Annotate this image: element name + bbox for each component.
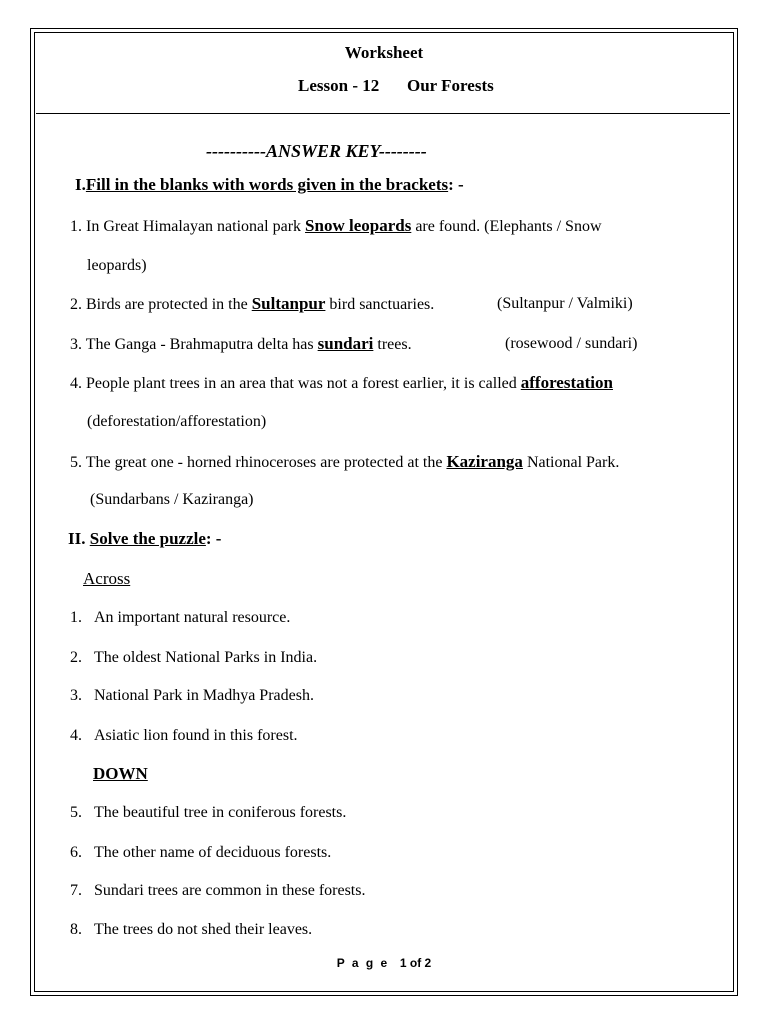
section-2-title: Solve the puzzle (89, 529, 206, 548)
section-1-title: Fill in the blanks with words given in the brackets (85, 175, 449, 194)
clue-number: 8. (70, 921, 82, 938)
question-1 (70, 216, 602, 237)
section-2-suffix: : - (205, 529, 222, 548)
header-divider (36, 113, 730, 114)
answer-key-heading: ----------ANSWER KEY-------- (206, 141, 427, 161)
answer-4: afforestation (520, 373, 613, 392)
clue-number: 3. (70, 687, 82, 704)
down-clue-8 (70, 920, 312, 940)
question-5-options: (Sundarbans / Kaziranga) (90, 491, 254, 508)
clue-text: The other name of deciduous forests. (94, 844, 332, 861)
clue-number: 7. (70, 882, 82, 899)
section-2-heading (68, 529, 221, 549)
question-2-text: 2. Birds are protected in the (70, 296, 252, 313)
page-footer (0, 953, 768, 973)
page-number: 1 of 2 (399, 956, 432, 970)
clue-number: 6. (70, 844, 82, 861)
clue-number: 2. (70, 649, 82, 666)
question-4-options: (deforestation/afforestation) (87, 413, 267, 430)
question-5-rest: National Park. (522, 454, 620, 471)
question-1-rest: are found. (Elephants / Snow (411, 218, 602, 235)
clue-text: The trees do not shed their leaves. (94, 921, 313, 938)
page-label: P a g e (336, 956, 390, 970)
lesson-topic: Our Forests (407, 76, 494, 95)
across-clue-1 (70, 608, 290, 628)
answer-1: Snow leopards (305, 216, 412, 235)
down-clue-6 (70, 843, 331, 863)
section-2-roman: II. (68, 529, 86, 548)
section-1-roman: I. (75, 175, 86, 194)
question-4 (70, 373, 613, 394)
clue-text: The oldest National Parks in India. (94, 649, 318, 666)
question-2-rest: bird sanctuaries. (325, 296, 435, 313)
worksheet-title: Worksheet (344, 43, 424, 62)
question-3-rest: trees. (373, 336, 412, 353)
clue-text: Sundari trees are common in these forests. (94, 882, 366, 899)
down-clue-5 (70, 803, 346, 823)
question-4-text: 4. People plant trees in an area that was not a forest earlier, it is called (70, 375, 521, 392)
answer-2: Sultanpur (251, 294, 326, 313)
across-clue-3 (70, 686, 314, 706)
down-clue-7 (70, 881, 365, 901)
question-1-options: leopards) (87, 257, 147, 274)
down-label: DOWN (93, 764, 148, 783)
lesson-number: Lesson - 12 (298, 76, 380, 95)
clue-number: 4. (70, 727, 82, 744)
clue-text: The beautiful tree in coniferous forests. (94, 804, 347, 821)
answer-3: sundari (317, 334, 374, 353)
question-1-text: 1. In Great Himalayan national park (70, 218, 306, 235)
clue-number: 5. (70, 804, 82, 821)
question-3-text: 3. The Ganga - Brahmaputra delta has (70, 336, 318, 353)
question-2-options: (Sultanpur / Valmiki) (497, 295, 633, 312)
clue-text: National Park in Madhya Pradesh. (94, 687, 314, 704)
clue-text: An important natural resource. (94, 609, 291, 626)
across-clue-2 (70, 648, 317, 668)
across-label: Across (83, 569, 131, 588)
question-2 (70, 294, 434, 315)
question-5-text: 5. The great one - horned rhinoceroses are protected at the (70, 454, 447, 471)
across-clue-4 (70, 726, 298, 746)
section-1-heading (75, 175, 464, 195)
clue-text: Asiatic lion found in this forest. (94, 727, 298, 744)
section-1-suffix: : - (448, 175, 464, 194)
question-3 (70, 334, 412, 355)
clue-number: 1. (70, 609, 82, 626)
question-5 (70, 452, 619, 473)
question-3-options: (rosewood / sundari) (505, 335, 638, 352)
answer-5: Kaziranga (446, 452, 523, 471)
